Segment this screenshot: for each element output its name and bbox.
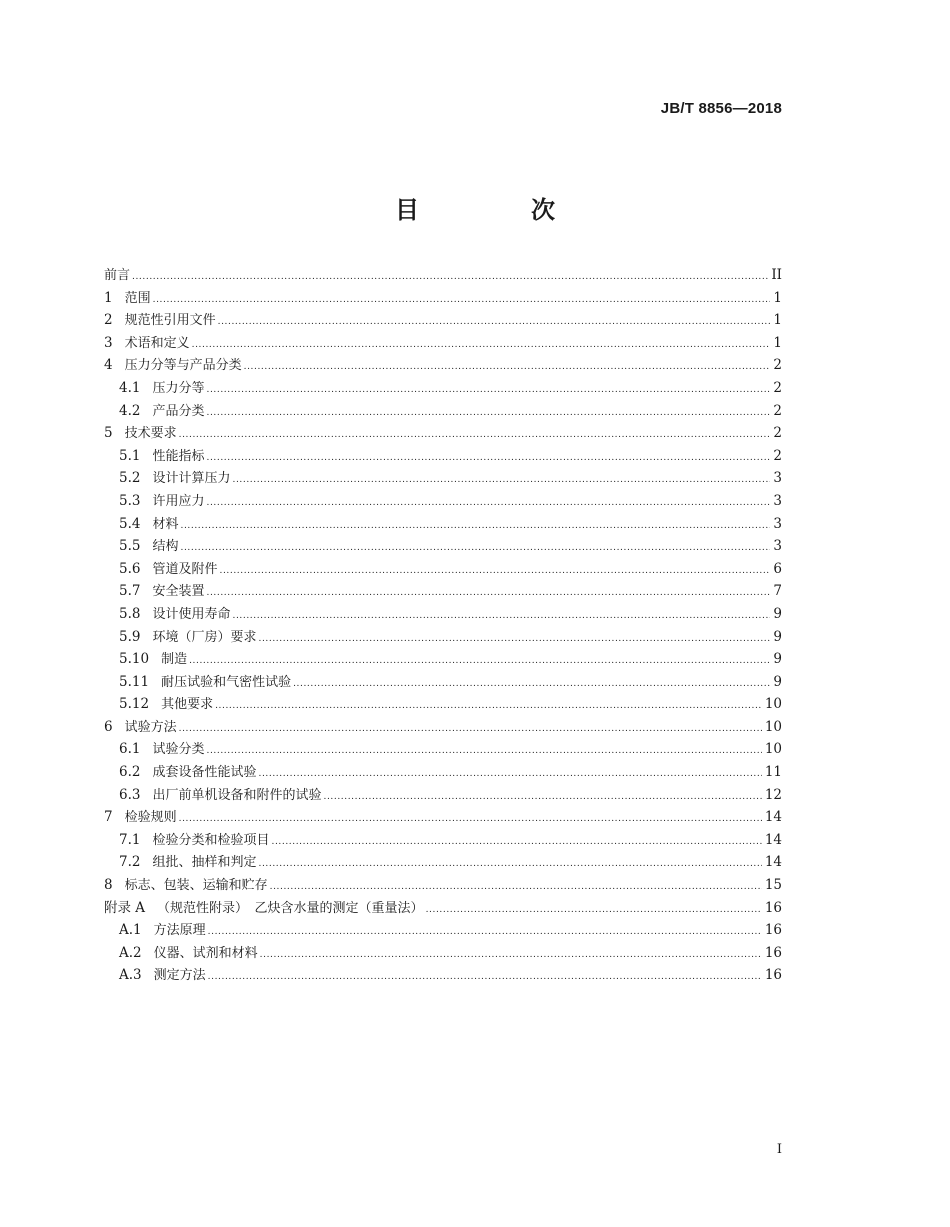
toc-entry[interactable]	[104, 693, 782, 716]
dot-leader	[220, 560, 771, 583]
toc-entry-number: 8	[104, 877, 113, 894]
toc-entry-number: 6	[104, 718, 113, 735]
toc-entry-page: 2	[773, 425, 782, 442]
toc-entry-page: 16	[764, 944, 782, 961]
toc-entry-number: 6.2	[119, 764, 141, 781]
toc-entry-number: 1	[104, 289, 113, 306]
toc-entry-number: 6.3	[119, 786, 141, 803]
toc-entry-label: 标志、包装、运输和贮存	[124, 878, 268, 894]
toc-entry[interactable]	[104, 332, 782, 355]
toc-entry-page: 16	[764, 967, 782, 984]
dot-leader	[179, 718, 762, 741]
toc-entry[interactable]	[104, 964, 782, 987]
dot-leader	[181, 515, 771, 538]
toc-entry-label: 压力分等	[152, 380, 205, 396]
toc-entry-page: 16	[764, 922, 782, 939]
toc-entry-page: 9	[773, 651, 782, 668]
toc-entry-page: 11	[764, 764, 782, 781]
toc-entry[interactable]	[104, 761, 782, 784]
dot-leader	[207, 740, 762, 763]
dot-leader	[189, 650, 770, 673]
toc-entry-label: 安全装置	[152, 584, 205, 600]
toc-entry-label: 检验规则	[124, 810, 177, 826]
toc-entry-label: 范围	[124, 290, 151, 306]
toc-entry-label: 成套设备性能试验	[152, 765, 257, 781]
toc-entry-page: 15	[764, 877, 782, 894]
dot-leader	[293, 673, 770, 696]
toc-entry-label: 检验分类和检验项目	[152, 832, 270, 848]
toc-entry-number: 5.10	[119, 651, 150, 668]
toc-entry-number: 7.1	[119, 831, 141, 848]
toc-entry-label: 性能指标	[152, 448, 205, 464]
toc-entry-page: 14	[764, 854, 782, 871]
toc-entry-label: 设计计算压力	[152, 471, 231, 487]
toc-entry-page: II	[771, 267, 782, 283]
toc-entry-label: （规范性附录） 乙炔含水量的测定（重量法）	[157, 900, 424, 916]
toc-entry-label: 组批、抽样和判定	[152, 855, 257, 871]
toc-entry-label: 其他要求	[161, 697, 214, 713]
toc-entry[interactable]	[104, 377, 782, 400]
toc-entry[interactable]	[104, 671, 782, 694]
toc-entry-number: 4.1	[119, 379, 141, 396]
dot-leader	[179, 808, 762, 831]
toc-entry-label: 出厂前单机设备和附件的试验	[152, 787, 322, 803]
toc-entry-label: 结构	[152, 539, 179, 555]
dot-leader	[272, 831, 762, 854]
dot-leader	[208, 921, 762, 944]
toc-entry[interactable]	[104, 287, 782, 310]
toc-entry-label: 设计使用寿命	[152, 606, 231, 622]
toc-entry-label: 测定方法	[153, 968, 206, 984]
toc-entry[interactable]	[104, 626, 782, 649]
toc-entry-number: 5	[104, 425, 113, 442]
page-title: 目 次	[395, 196, 599, 224]
toc-entry-number: 3	[104, 334, 113, 351]
toc-entry-label: 耐压试验和气密性试验	[161, 674, 292, 690]
toc-entry-page: 14	[764, 831, 782, 848]
toc-entry-label: 环境（厂房）要求	[152, 629, 257, 645]
toc-entry[interactable]	[104, 942, 782, 965]
toc-entry-number: 5.11	[119, 673, 150, 690]
toc-entry[interactable]	[104, 490, 782, 513]
toc-entry-label: 试验分类	[152, 742, 205, 758]
dot-leader	[218, 311, 771, 334]
toc-entry[interactable]	[104, 716, 782, 739]
dot-leader	[259, 628, 771, 651]
toc-entry[interactable]	[104, 400, 782, 423]
dot-leader	[244, 356, 771, 379]
toc-entry[interactable]	[104, 264, 782, 287]
toc-entry[interactable]	[104, 784, 782, 807]
dot-leader	[132, 266, 768, 289]
toc-entry-number: 7.2	[119, 854, 141, 871]
standard-code: JB/T 8856—2018	[660, 100, 782, 117]
dot-leader	[215, 695, 762, 718]
toc-entry-label: 压力分等与产品分类	[124, 358, 242, 374]
page-number: I	[776, 1142, 782, 1157]
toc-entry-page: 2	[773, 379, 782, 396]
toc-entry[interactable]	[104, 558, 782, 581]
dot-leader	[179, 424, 771, 447]
toc-entry-number: 5.5	[119, 538, 141, 555]
toc-entry-page: 3	[773, 492, 782, 509]
dot-leader	[207, 582, 771, 605]
toc-entry-page: 12	[764, 786, 782, 803]
toc-entry-page: 2	[773, 357, 782, 374]
toc-entry-page: 10	[764, 696, 782, 713]
toc-entry[interactable]	[104, 738, 782, 761]
toc-entry-label: 方法原理	[153, 923, 206, 939]
dot-leader	[207, 492, 771, 515]
toc-entry[interactable]	[104, 874, 782, 897]
dot-leader	[207, 447, 771, 470]
toc-entry[interactable]	[104, 829, 782, 852]
dot-leader	[207, 379, 771, 402]
toc-entry-number: 5.9	[119, 628, 141, 645]
toc-entry-page: 1	[773, 289, 782, 306]
toc-entry[interactable]	[104, 445, 782, 468]
toc-entry-page: 3	[773, 470, 782, 487]
toc-entry-page: 7	[773, 583, 782, 600]
toc-entry-number: 2	[104, 312, 113, 329]
toc-entry-number: 5.6	[119, 560, 141, 577]
toc-entry[interactable]	[104, 309, 782, 332]
toc-entry-page: 9	[773, 673, 782, 690]
toc-entry-page: 6	[773, 560, 782, 577]
dot-leader	[259, 853, 762, 876]
toc-entry[interactable]	[104, 467, 782, 490]
toc-entry[interactable]	[104, 851, 782, 874]
toc-entry-number: 6.1	[119, 741, 141, 758]
toc-entry-number: A.1	[119, 922, 142, 939]
toc-entry[interactable]	[104, 354, 782, 377]
toc-entry-label: 技术要求	[124, 426, 177, 442]
toc-entry-page: 14	[764, 809, 782, 826]
toc-entry-number: 5.8	[119, 605, 141, 622]
dot-leader	[270, 876, 762, 899]
toc-entry[interactable]	[104, 919, 782, 942]
toc-entry-number: 5.2	[119, 470, 141, 487]
toc-entry[interactable]	[104, 806, 782, 829]
toc-entry[interactable]	[104, 535, 782, 558]
toc-entry[interactable]	[104, 603, 782, 626]
toc-entry-number: 5.12	[119, 696, 150, 713]
dot-leader	[426, 899, 762, 922]
toc-entry[interactable]	[104, 513, 782, 536]
dot-leader	[324, 786, 762, 809]
toc-entry-page: 1	[773, 334, 782, 351]
dot-leader	[207, 402, 771, 425]
toc-entry-number: A.3	[119, 967, 142, 984]
dot-leader	[233, 469, 771, 492]
toc-entry-label: 许用应力	[152, 493, 205, 509]
toc-entry-label: 材料	[152, 516, 179, 532]
toc-entry-label: 规范性引用文件	[124, 313, 216, 329]
toc-entry-label: 术语和定义	[124, 335, 190, 351]
toc-entry-page: 16	[764, 899, 782, 916]
toc-entry-page: 10	[764, 718, 782, 735]
toc-entry[interactable]	[104, 897, 782, 920]
toc-entry[interactable]	[104, 580, 782, 603]
toc-entry-label: 管道及附件	[152, 561, 218, 577]
toc-entry-page: 10	[764, 741, 782, 758]
toc-entry-page: 2	[773, 447, 782, 464]
toc-entry-number: 5.7	[119, 583, 141, 600]
dot-leader	[260, 944, 762, 967]
toc-entry-number: 5.3	[119, 492, 141, 509]
toc-entry-number: 7	[104, 809, 113, 826]
toc-entry-number: 附录 A	[104, 899, 146, 916]
toc-entry-number: A.2	[119, 944, 142, 961]
toc-entry-page: 9	[773, 628, 782, 645]
toc-entry-page: 2	[773, 402, 782, 419]
toc-entry-label: 试验方法	[124, 719, 177, 735]
toc-entry-label: 产品分类	[152, 403, 205, 419]
toc-entry-page: 3	[773, 538, 782, 555]
dot-leader	[259, 763, 762, 786]
toc-entry-label: 仪器、试剂和材料	[153, 945, 258, 961]
dot-leader	[208, 966, 762, 989]
toc-entry[interactable]	[104, 648, 782, 671]
dot-leader	[233, 605, 771, 628]
toc-entry-label: 制造	[161, 652, 188, 668]
toc-entry-number: 4	[104, 357, 113, 374]
dot-leader	[153, 289, 771, 312]
toc-entry-number: 5.4	[119, 515, 141, 532]
toc-entry-label: 前言	[104, 268, 131, 283]
toc-entry-page: 1	[773, 312, 782, 329]
toc-entry-number: 5.1	[119, 447, 141, 464]
table-of-contents	[104, 264, 782, 987]
dot-leader	[181, 537, 771, 560]
toc-entry-page: 9	[773, 605, 782, 622]
toc-entry-number: 4.2	[119, 402, 141, 419]
dot-leader	[192, 334, 771, 357]
toc-entry[interactable]	[104, 422, 782, 445]
toc-entry-page: 3	[773, 515, 782, 532]
